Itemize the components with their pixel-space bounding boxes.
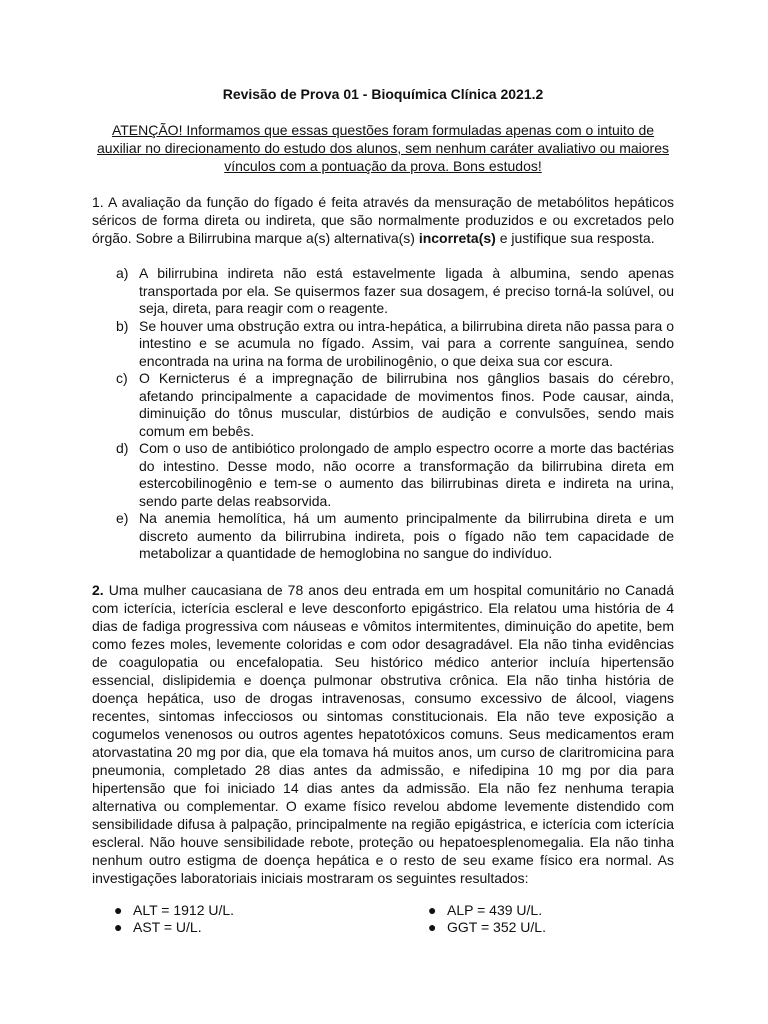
option-a xyxy=(92,265,674,318)
option-letter: b) xyxy=(116,317,129,334)
option-e xyxy=(92,510,674,563)
option-text: Com o uso de antibiótico prolongado de amplo espectro ocorre a morte das bactérias do intestino. Desse modo, não ocorre a transformação da bilirrubina direta em estercobilinogênio e tem-se o aumento das bilirrubinas direta e indireta na urina, sendo parte delas reabsorvida. xyxy=(139,440,674,509)
lab-value: GGT = 352 U/L. xyxy=(447,919,546,935)
question-1-emphasis: incorreta(s) xyxy=(418,230,500,246)
option-d xyxy=(92,440,674,510)
bullet-icon: ● xyxy=(428,919,437,935)
bullet-icon: ● xyxy=(114,902,123,918)
question-1-prompt: 1. A avaliação da função do fígado é feita através da mensuração de metabólitos hepáticos séricos de forma direta ou indireta, que são normalmente produzidos e ou excretados pelo órgão. Sobre a Bilirrubina marque a(s) alternativa(s) xyxy=(92,194,674,246)
question-2-text xyxy=(92,581,674,887)
option-b xyxy=(92,318,674,371)
bullet-icon: ● xyxy=(114,919,123,935)
question-1-text xyxy=(92,193,674,247)
option-letter: e) xyxy=(116,510,129,526)
document-title: Revisão de Prova 01 - Bioquímica Clínica 2021.2 xyxy=(222,86,544,102)
bullet-icon: ● xyxy=(428,902,437,918)
lab-value: ALT = 1912 U/L. xyxy=(133,902,235,918)
option-text: A bilirrubina indireta não está estavelmente ligada à albumina, sendo apenas transportada por ela. Se quisermos fazer sua dosagem, é preciso torná-la solúvel, ou seja, direta, para reagir com o reagente. xyxy=(139,265,674,316)
question-2-case: Uma mulher caucasiana de 78 anos deu entrada em um hospital comunitário no Canadá com icterícia, icterícia escleral e leve desconforto epigástrico. Ela relatou uma história de 4 dias de fadiga progressiva com náuseas e vômitos intermitentes, diminuição do apetite, bem como fezes moles, levemente coloridas e com odor desagradável. Ela não tinha evidências de coagulopatia ou encefalopatia. Seu histórico médico anterior incluía hipertensão essencial, dislipidemia e doença pulmonar obstrutiva crônica. Ela não tinha história de doença hepática, uso de drogas intravenosas, consumo excessivo de álcool, viagens recentes, sintomas infecciosos ou sintomas constitucionais. Ela não teve exposição a cogumelos venenosos ou outros agentes hepatotóxicos comuns. Seus medicamentos eram atorvastatina 20 mg por dia, que ela tomava há muitos anos, um curso de claritromicina para pneumonia, completado 28 dias antes da admissão, e nifedipina 10 mg por dia para hipertensão que foi iniciado 14 dias antes da admissão. Ela não fez nenhuma terapia alternativa ou complementar. O exame físico revelou abdome levemente distendido com sensibilidade difusa à palpação, principalmente na região epigástrica, e icterícia com icterícia escleral. Não houve sensibilidade rebote, proteção ou hepatoesplenomegalia. Ela não tinha nenhum outro estigma de doença hepática e o resto de seu exame físico era normal. As investigações laboratoriais iniciais mostraram os seguintes resultados: xyxy=(92,582,674,886)
option-c xyxy=(92,370,674,440)
question-2-number: 2. xyxy=(92,582,104,598)
question-1-options xyxy=(92,265,674,563)
question-1-instruction: e justifique sua resposta. xyxy=(499,230,655,246)
lab-value: AST = U/L. xyxy=(133,919,202,935)
lab-value: ALP = 439 U/L. xyxy=(447,902,543,918)
option-text: O Kernicterus é a impregnação de bilirrubina nos gânglios basais do cérebro, afetando principalmente a capacidade de movimentos finos. Pode causar, ainda, diminuição do tônus muscular, distúrbios de audição e convulsões, sendo mais comum em bebês. xyxy=(139,370,674,439)
option-letter: a) xyxy=(116,265,129,281)
option-letter: c) xyxy=(116,370,128,386)
option-text: Se houver uma obstrução extra ou intra-hepática, a bilirrubina direta não passa para o intestino e se acumula no fígado. Assim, vai para a corrente sanguínea, sendo encontrada na urina na forma de urobilinogênio, o que deixa sua cor escura. xyxy=(139,317,674,369)
notice-text: ATENÇÃO! Informamos que essas questões foram formuladas apenas com o intuito de auxiliar no direcionamento do estudo dos alunos, sem nenhum caráter avaliativo ou maiores vínculos com a pontuação da prova. Bons estudos! xyxy=(97,122,669,174)
option-text: Na anemia hemolítica, há um aumento principalmente da bilirrubina direta e um discreto aumento da bilirrubina indireta, pois o fígado não tem capacidade de metabolizar a quantidade de hemoglobina no sangue do indivíduo. xyxy=(139,510,674,561)
option-letter: d) xyxy=(116,440,129,456)
